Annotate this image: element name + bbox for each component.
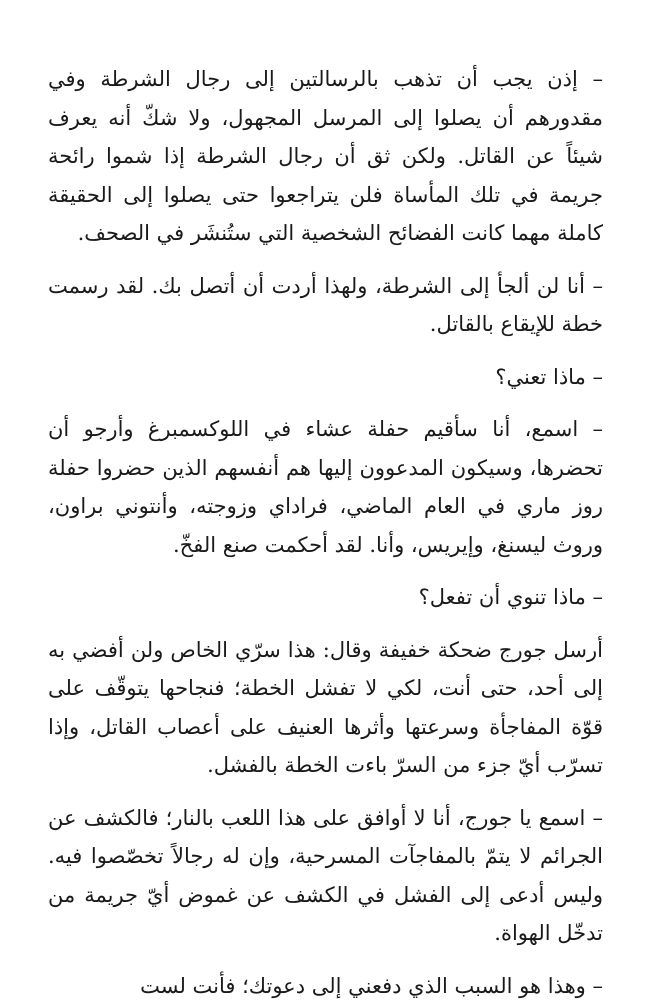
paragraph-1: – إذن يجب أن تذهب بالرسالتين إلى رجال الشرطة وفي مقدورهم أن يصلوا إلى المرسل المجهول، ولا شكّ أنه يعرف شيئاً عن القاتل. ولكن ثق أن رجال الشرطة إذا شموا رائحة جريمة في تلك المأساة فلن يتراجعوا حتى يصلوا إلى الحقيقة كاملة مهما كانت الفضائح الشخصية التي ستُنشَر في الصحف. — [48, 60, 603, 253]
paragraph-6: أرسل جورج ضحكة خفيفة وقال: هذا سرّي الخاص ولن أفضي به إلى أحد، حتى أنت، لكي لا تفشل الخطة؛ فنجاحها يتوقّف على قوّة المفاجأة وسرعتها وأثرها العنيف على أعصاب القاتل، وإذا تسرّب أيّ جزء من السرّ باءت الخطة بالفشل. — [48, 631, 603, 785]
paragraph-7: – اسمع يا جورج، أنا لا أوافق على هذا اللعب بالنار؛ فالكشف عن الجرائم لا يتمّ بالمفاجآت المسرحية، وإن له رجالاً تخصّصوا فيه. وليس أدعى إلى الفشل في الكشف عن غموض أيّ جريمة من تدخّل الهواة. — [48, 799, 603, 953]
paragraph-5: – ماذا تنوي أن تفعل؟ — [48, 578, 603, 617]
paragraph-2: – أنا لن ألجأ إلى الشرطة، ولهذا أردت أن أتصل بك. لقد رسمت خطة للإيقاع بالقاتل. — [48, 267, 603, 344]
paragraph-8: – وهذا هو السبب الذي دفعني إلى دعوتك؛ فأنت لست — [48, 967, 603, 1005]
paragraph-3: – ماذا تعني؟ — [48, 358, 603, 397]
paragraph-4: – اسمع، أنا سأقيم حفلة عشاء في اللوكسمبرغ وأرجو أن تحضرها، وسيكون المدعوون إليها هم أنفسهم الذين حضروا حفلة روز ماري في العام الماضي، فراداي وزوجته، وأنتوني براون، وروث ليسنغ، وإيريس، وأنا. لقد أحكمت صنع الفخّ. — [48, 410, 603, 564]
